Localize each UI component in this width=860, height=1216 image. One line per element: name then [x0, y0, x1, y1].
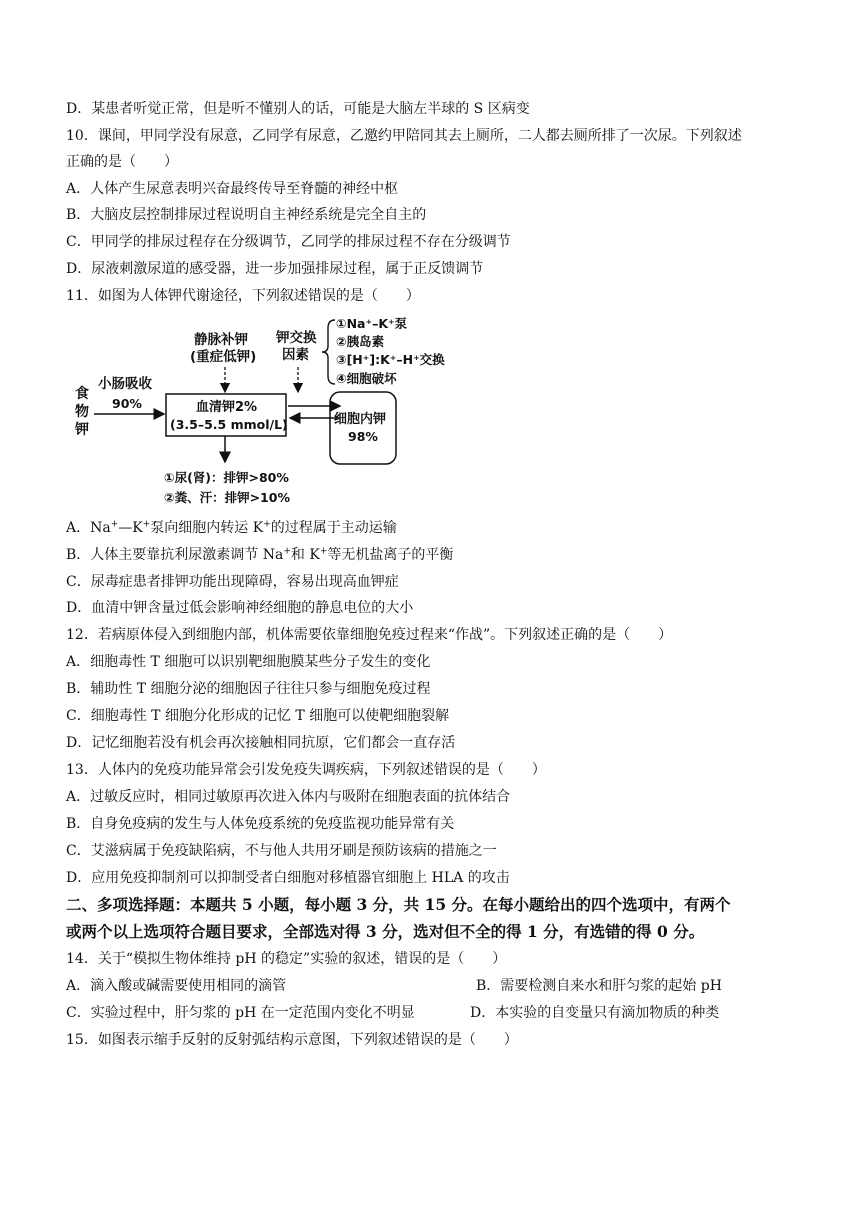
q10-option-d: D．尿液刺激尿道的感受器，进一步加强排尿过程，属于正反馈调节 [66, 261, 484, 277]
factors-brace [322, 320, 335, 384]
serum-label-2: (3.5–5.5 mmol/L) [170, 417, 288, 432]
factor-3: ③[H⁺]:K⁺–H⁺交换 [336, 352, 445, 367]
q14-option-c: C．实验过程中，肝匀浆的 pH 在一定范围内变化不明显 [66, 1005, 415, 1021]
section2-heading-line2: 或两个以上选项符合题目要求，全部选对得 3 分，选对但不全的得 1 分，有选错的得 0 分。 [66, 922, 705, 941]
q12-option-b: B．辅助性 T 细胞分泌的细胞因子往往只参与细胞免疫过程 [66, 681, 431, 697]
cell-label-2: 98% [348, 429, 378, 444]
exchange-label-2: 因素 [282, 347, 309, 363]
q13-option-b: B．自身免疫病的发生与人体免疫系统的免疫监视功能异常有关 [66, 816, 455, 832]
q12-option-d: D．记忆细胞若没有机会再次接触相同抗原，它们都会一直存活 [66, 735, 456, 751]
intracellular-box [330, 392, 396, 464]
iv-label-1: 静脉补钾 [194, 332, 248, 348]
q12-stem: 12．若病原体侵入到细胞内部，机体需要依靠细胞免疫过程来“作战”。下列叙述正确的是（ ） [66, 627, 673, 643]
absorb-label: 小肠吸收 [98, 376, 152, 392]
q13-stem: 13．人体内的免疫功能异常会引发免疫失调疾病，下列叙述错误的是（ ） [66, 762, 546, 778]
q12-option-c: C．细胞毒性 T 细胞分化形成的记忆 T 细胞可以使靶细胞裂解 [66, 708, 450, 724]
q9-option-d: D．某患者听觉正常，但是听不懂别人的话，可能是大脑左半球的 S 区病变 [66, 101, 530, 117]
q12-option-a: A．细胞毒性 T 细胞可以识别靶细胞膜某些分子发生的变化 [66, 654, 431, 670]
iv-label-2: (重症低钾) [190, 349, 257, 365]
q11-option-b: B．人体主要靠抗利尿激素调节 Na+和 K+等无机盐离子的平衡 [66, 546, 454, 563]
q14-option-d: D．本实验的自变量只有滴加物质的种类 [470, 1005, 720, 1021]
q13-option-d: D．应用免疫抑制剂可以抑制受者白细胞对移植器官细胞上 HLA 的攻击 [66, 870, 510, 886]
q11-option-a: A．Na+—K+泵向细胞内转运 K+的过程属于主动运输 [66, 519, 397, 536]
food-char-2: 物 [75, 404, 89, 420]
exchange-label-1: 钾交换 [276, 330, 317, 346]
cell-label-1: 细胞内钾 [334, 412, 387, 427]
factor-2: ②胰岛素 [336, 334, 385, 349]
section2-heading-line1: 二、多项选择题：本题共 5 小题，每小题 3 分，共 15 分。在每小题给出的四个选项中，有两个 [66, 895, 731, 914]
food-char-1: 食 [75, 386, 89, 402]
q11-option-c: C．尿毒症患者排钾功能出现障碍，容易出现高血钾症 [66, 574, 399, 590]
q10-stem-line2: 正确的是（ ） [66, 154, 178, 170]
q10-option-c: C．甲同学的排尿过程存在分级调节，乙同学的排尿过程不存在分级调节 [66, 234, 511, 250]
q14-stem: 14．关于“模拟生物体维持 pH 的稳定”实验的叙述，错误的是（ ） [66, 951, 507, 967]
absorb-percent: 90% [112, 396, 142, 411]
q11-stem: 11．如图为人体钾代谢途径，下列叙述错误的是（ ） [66, 288, 420, 304]
q14-option-a: A．滴入酸或碱需要使用相同的滴管 [66, 978, 287, 994]
q10-option-b: B．大脑皮层控制排尿过程说明自主神经系统是完全自主的 [66, 207, 427, 223]
q10-option-a: A．人体产生尿意表明兴奋最终传导至脊髓的神经中枢 [66, 181, 399, 197]
q10-stem-line1: 10．课间，甲同学没有尿意，乙同学有尿意，乙邀约甲陪同其去上厕所，二人都去厕所排了一次尿。下列叙述 [66, 128, 742, 144]
factor-1: ①Na⁺–K⁺泵 [336, 316, 408, 331]
q13-option-a: A．过敏反应时，相同过敏原再次进入体内与吸附在细胞表面的抗体结合 [66, 789, 511, 805]
q11-option-d: D．血清中钾含量过低会影响神经细胞的静息电位的大小 [66, 600, 414, 616]
q14-option-b: B．需要检测自来水和肝匀浆的起始 pH [476, 978, 722, 994]
potassium-metabolism-diagram [72, 312, 472, 512]
food-char-3: 钾 [75, 422, 89, 438]
excretion-1: ①尿(肾)：排钾>80% [164, 470, 289, 485]
factor-4: ④细胞破坏 [336, 371, 397, 386]
q15-stem: 15．如图表示缩手反射的反射弧结构示意图，下列叙述错误的是（ ） [66, 1032, 518, 1048]
excretion-2: ②粪、汗：排钾>10% [164, 490, 290, 505]
serum-label-1: 血清钾2% [196, 400, 258, 415]
q13-option-c: C．艾滋病属于免疫缺陷病，不与他人共用牙刷是预防该病的措施之一 [66, 843, 497, 859]
